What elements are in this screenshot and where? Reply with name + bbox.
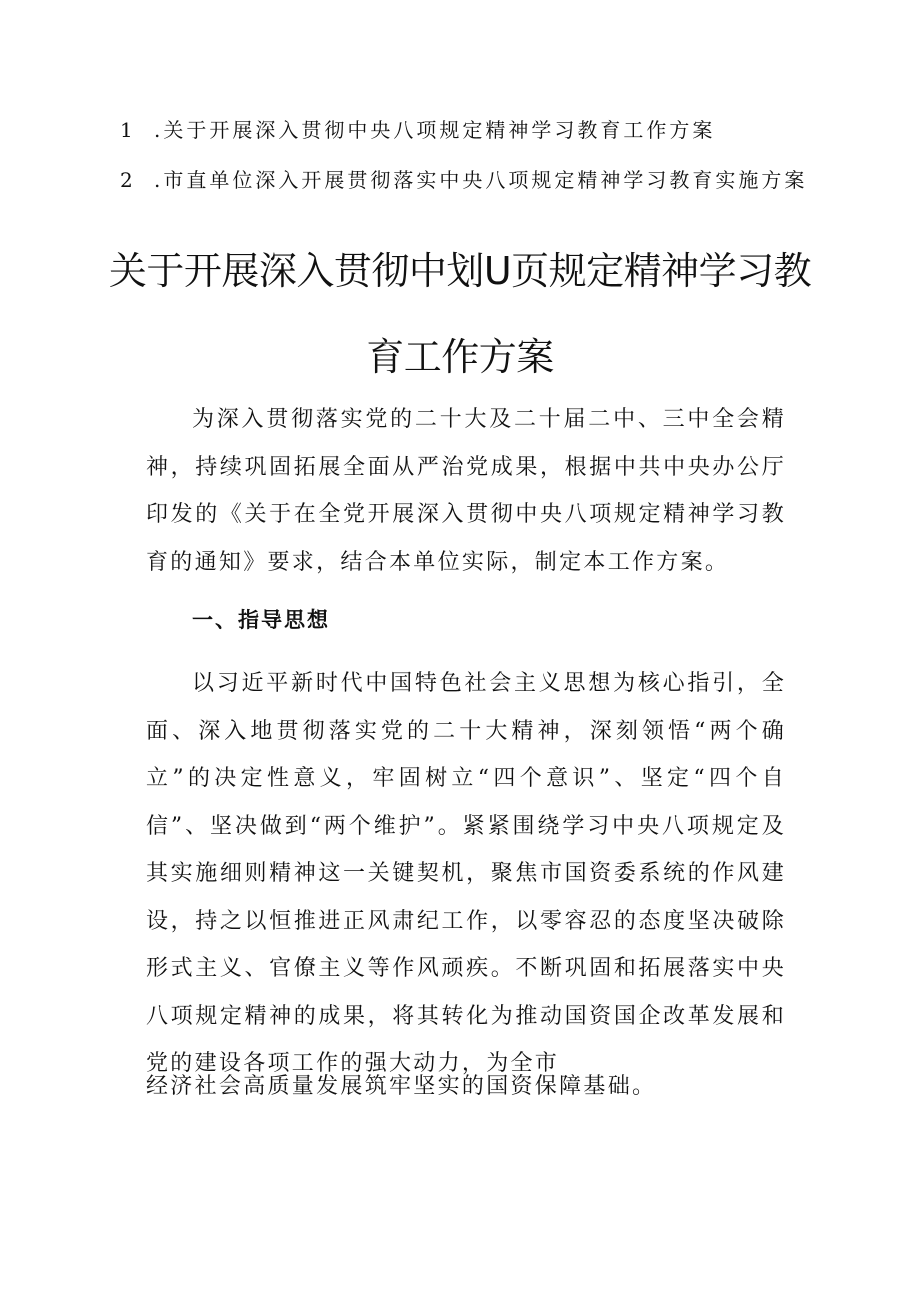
toc-item-2 [120,166,807,194]
toc-item-text: .关于开展深入贯彻中央八项规定精神学习教育工作方案 [154,118,716,142]
toc-item-number: 2 [120,168,136,192]
intro-paragraph: 为深入贯彻落实党的二十大及二十届二中、三中全会精神，持续巩固拓展全面从严治党成果，根据中共中央办公厅印发的《关于在全党开展深入贯彻中央八项规定精神学习教育的通知》要求，结合本单位实际，制定本工作方案。 [146,407,786,575]
section-body-paragraph: 以习近平新时代中国特色社会主义思想为核心指引，全面、深入地贯彻落实党的二十大精神，深刻领悟“两个确立”的决定性意义，牢固树立“四个意识”、坚定“四个自信”、坚决做到“两个维护”。紧紧围绕学习中央八项规定及其实施细则精神这一关键契机，聚焦市国资委系统的作风建设，持之以恒推进正风肃纪工作，以零容忍的态度坚决破除形式主义、官僚主义等作风顽疾。不断巩固和拓展落实中央八项规定精神的成果，将其转化为推动国资国企改革发展和党的建设各项工作的强大动力，为全市 [146,671,786,1076]
toc-item-text: .市直单位深入开展贯彻落实中央八项规定精神学习教育实施方案 [154,168,808,192]
section-heading: 一、指导思想 [192,608,330,632]
section-body-tail: 经济社会高质量发展筑牢坚实的国资保障基础。 [146,1074,657,1099]
document-title-line-2: 育工作方案 [366,335,554,379]
toc-item-number: 1 [120,118,136,142]
document-title-line-1: 关于开展深入贯彻中划U页规定精神学习教 [108,249,812,293]
toc-item-1 [120,116,715,144]
